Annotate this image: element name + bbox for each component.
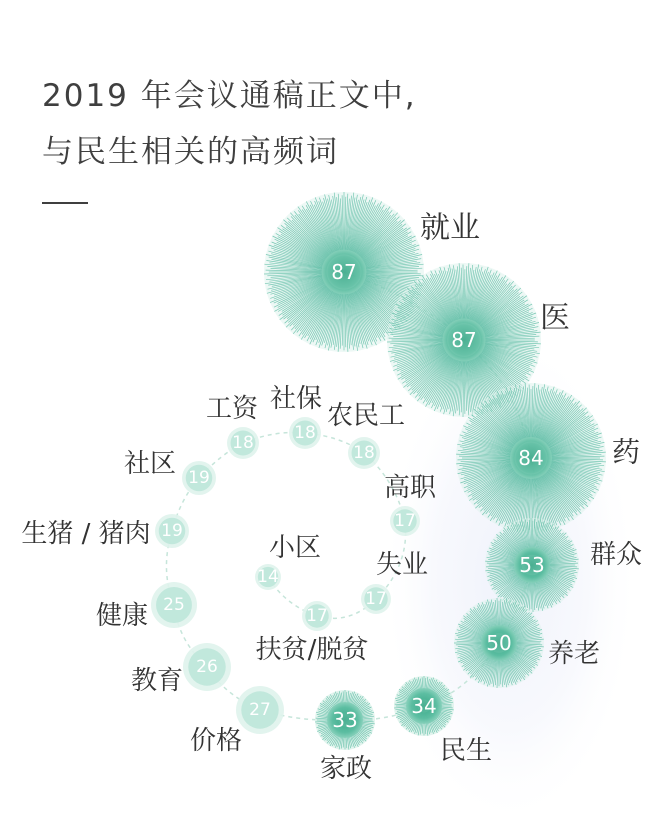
- bubble-word-label: 高职: [383, 473, 437, 503]
- bubble-value: 50: [486, 631, 512, 655]
- bubble-word-label: 农民工: [326, 401, 406, 431]
- bubble-11: [21, 514, 189, 549]
- bubble-value: 87: [451, 328, 477, 352]
- bubble-value: 87: [331, 260, 357, 284]
- bubble-word-label: 就业: [420, 210, 480, 246]
- bubble-word-label: 教育: [130, 666, 184, 696]
- bubble-14: [270, 384, 322, 449]
- bubble-word-label: 社区: [123, 449, 177, 479]
- bubble-value: 19: [161, 521, 183, 541]
- bubble-value: 27: [249, 700, 271, 720]
- bubble-value: 14: [257, 567, 279, 587]
- bubble-value: 19: [188, 468, 210, 488]
- bubble-19: [255, 533, 321, 590]
- bubble-word-label: 失业: [375, 550, 429, 580]
- bubble-word-label: 小区: [268, 533, 322, 563]
- bubble-7: [315, 690, 375, 784]
- bubble-value: 18: [353, 443, 375, 463]
- bubble-word-label: 民生: [440, 736, 493, 766]
- bubble-word-label: 健康: [95, 601, 149, 631]
- bubble-13: [206, 394, 259, 459]
- bubble-value: 34: [411, 694, 437, 718]
- bubble-word-label: 生猪 / 猪肉: [21, 519, 151, 549]
- bubble-9: [131, 643, 231, 696]
- bubble-10: [96, 582, 197, 631]
- bubble-word-label: 社保: [269, 384, 323, 414]
- bubble-value: 53: [519, 553, 545, 577]
- bubble-18: [256, 601, 369, 665]
- bubble-word-label: 医: [540, 300, 570, 336]
- bubble-word-label: 扶贫/脱贫: [255, 635, 369, 665]
- bubble-value: 33: [332, 708, 358, 732]
- title-line-2: 与民生相关的高频词: [42, 134, 339, 170]
- bubble-word-label: 工资: [205, 394, 259, 424]
- bubble-word-label: 养老: [548, 639, 601, 669]
- bubble-word-label: 群众: [590, 540, 643, 570]
- title-line-1: 2019 年会议通稿正文中,: [42, 78, 417, 114]
- bubble-value: 17: [394, 511, 416, 531]
- bubble-value: 25: [163, 595, 185, 615]
- bubble-value: 26: [196, 657, 218, 677]
- bubble-word-label: 药: [612, 435, 641, 469]
- bubble-value: 84: [518, 446, 544, 470]
- bubble-8: [190, 686, 284, 756]
- bubble-value: 18: [232, 433, 254, 453]
- bubble-word-label: 家政: [319, 754, 373, 784]
- bubble-value: 18: [294, 423, 316, 443]
- bubble-12: [124, 449, 216, 495]
- bubble-word-label: 价格: [189, 726, 243, 756]
- bubble-value: 17: [306, 606, 328, 626]
- bubble-value: 17: [365, 589, 387, 609]
